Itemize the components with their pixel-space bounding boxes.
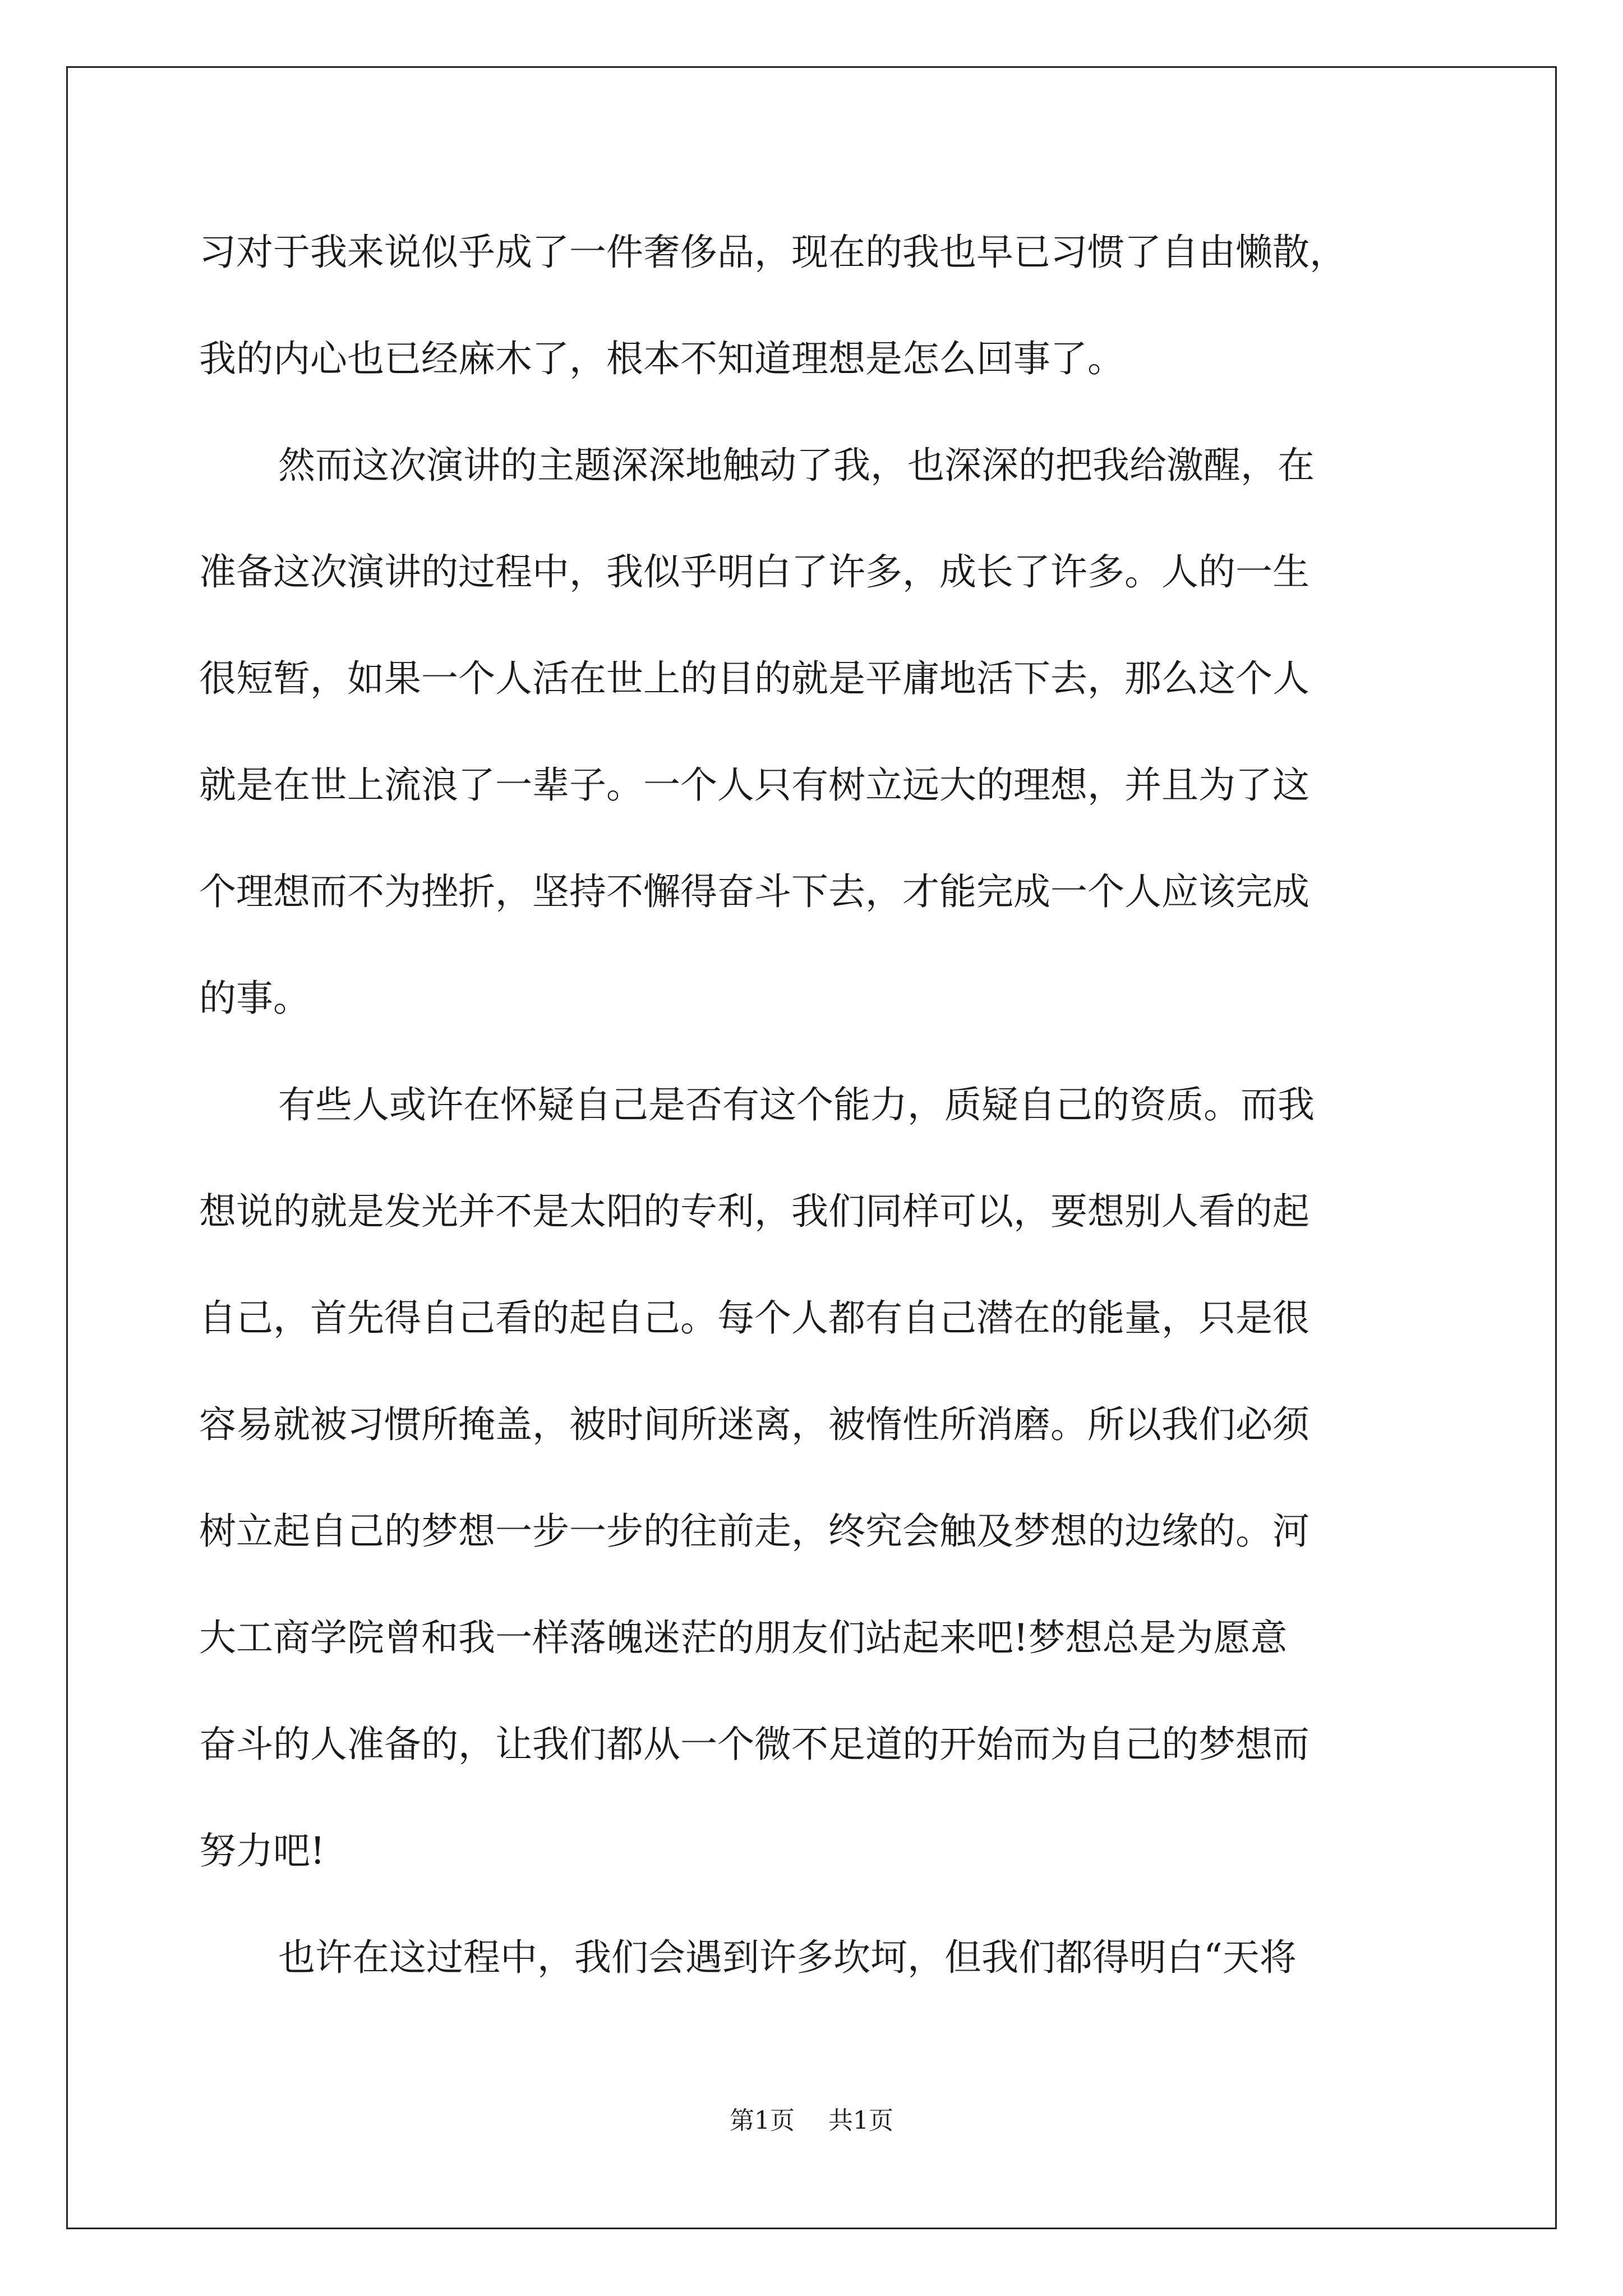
- paragraph-start-line: 有些人或许在怀疑自己是否有这个能力，质疑自己的资质。而我: [278, 1083, 1315, 1126]
- text-line: 大工商学院曾和我一样落魄迷茫的朋友们站起来吧!梦想总是为愿意: [199, 1616, 1288, 1659]
- page-number-current: 第1页: [730, 2106, 795, 2135]
- text-line: 我的内心也已经麻木了，根本不知道理想是怎么回事了。: [199, 337, 1124, 380]
- text-line: 的事。: [199, 977, 310, 1020]
- text-line: 就是在世上流浪了一辈子。一个人只有树立远大的理想，并且为了这: [199, 763, 1310, 807]
- paragraph-start-line: 然而这次演讲的主题深深地触动了我，也深深的把我给激醒，在: [278, 444, 1315, 487]
- text-line: 努力吧!: [199, 1829, 325, 1872]
- text-line: 个理想而不为挫折，坚持不懈得奋斗下去，才能完成一个人应该完成: [199, 870, 1310, 913]
- text-line: 树立起自己的梦想一步一步的往前走，终究会触及梦想的边缘的。河: [199, 1510, 1310, 1553]
- text-line: 准备这次演讲的过程中，我似乎明白了许多，成长了许多。人的一生: [199, 550, 1310, 593]
- paragraph-start-line: 也许在这过程中，我们会遇到许多坎坷，但我们都得明白“天将: [278, 1936, 1297, 1979]
- text-line: 自己，首先得自己看的起自己。每个人都有自己潜在的能量，只是很: [199, 1296, 1310, 1340]
- page-footer: [0, 2100, 1623, 2136]
- text-line: 想说的就是发光并不是太阳的专利，我们同样可以，要想别人看的起: [199, 1190, 1310, 1233]
- text-line: 奋斗的人准备的，让我们都从一个微不足道的开始而为自己的梦想而: [199, 1723, 1310, 1766]
- page-border: [66, 66, 1557, 2229]
- text-line: 习对于我来说似乎成了一件奢侈品，现在的我也早已习惯了自由懒散，: [199, 231, 1347, 274]
- text-line: 容易就被习惯所掩盖，被时间所迷离，被惰性所消磨。所以我们必须: [199, 1403, 1310, 1446]
- page-number-total: 共1页: [828, 2106, 893, 2135]
- text-line: 很短暂，如果一个人活在世上的目的就是平庸地活下去，那么这个人: [199, 657, 1310, 700]
